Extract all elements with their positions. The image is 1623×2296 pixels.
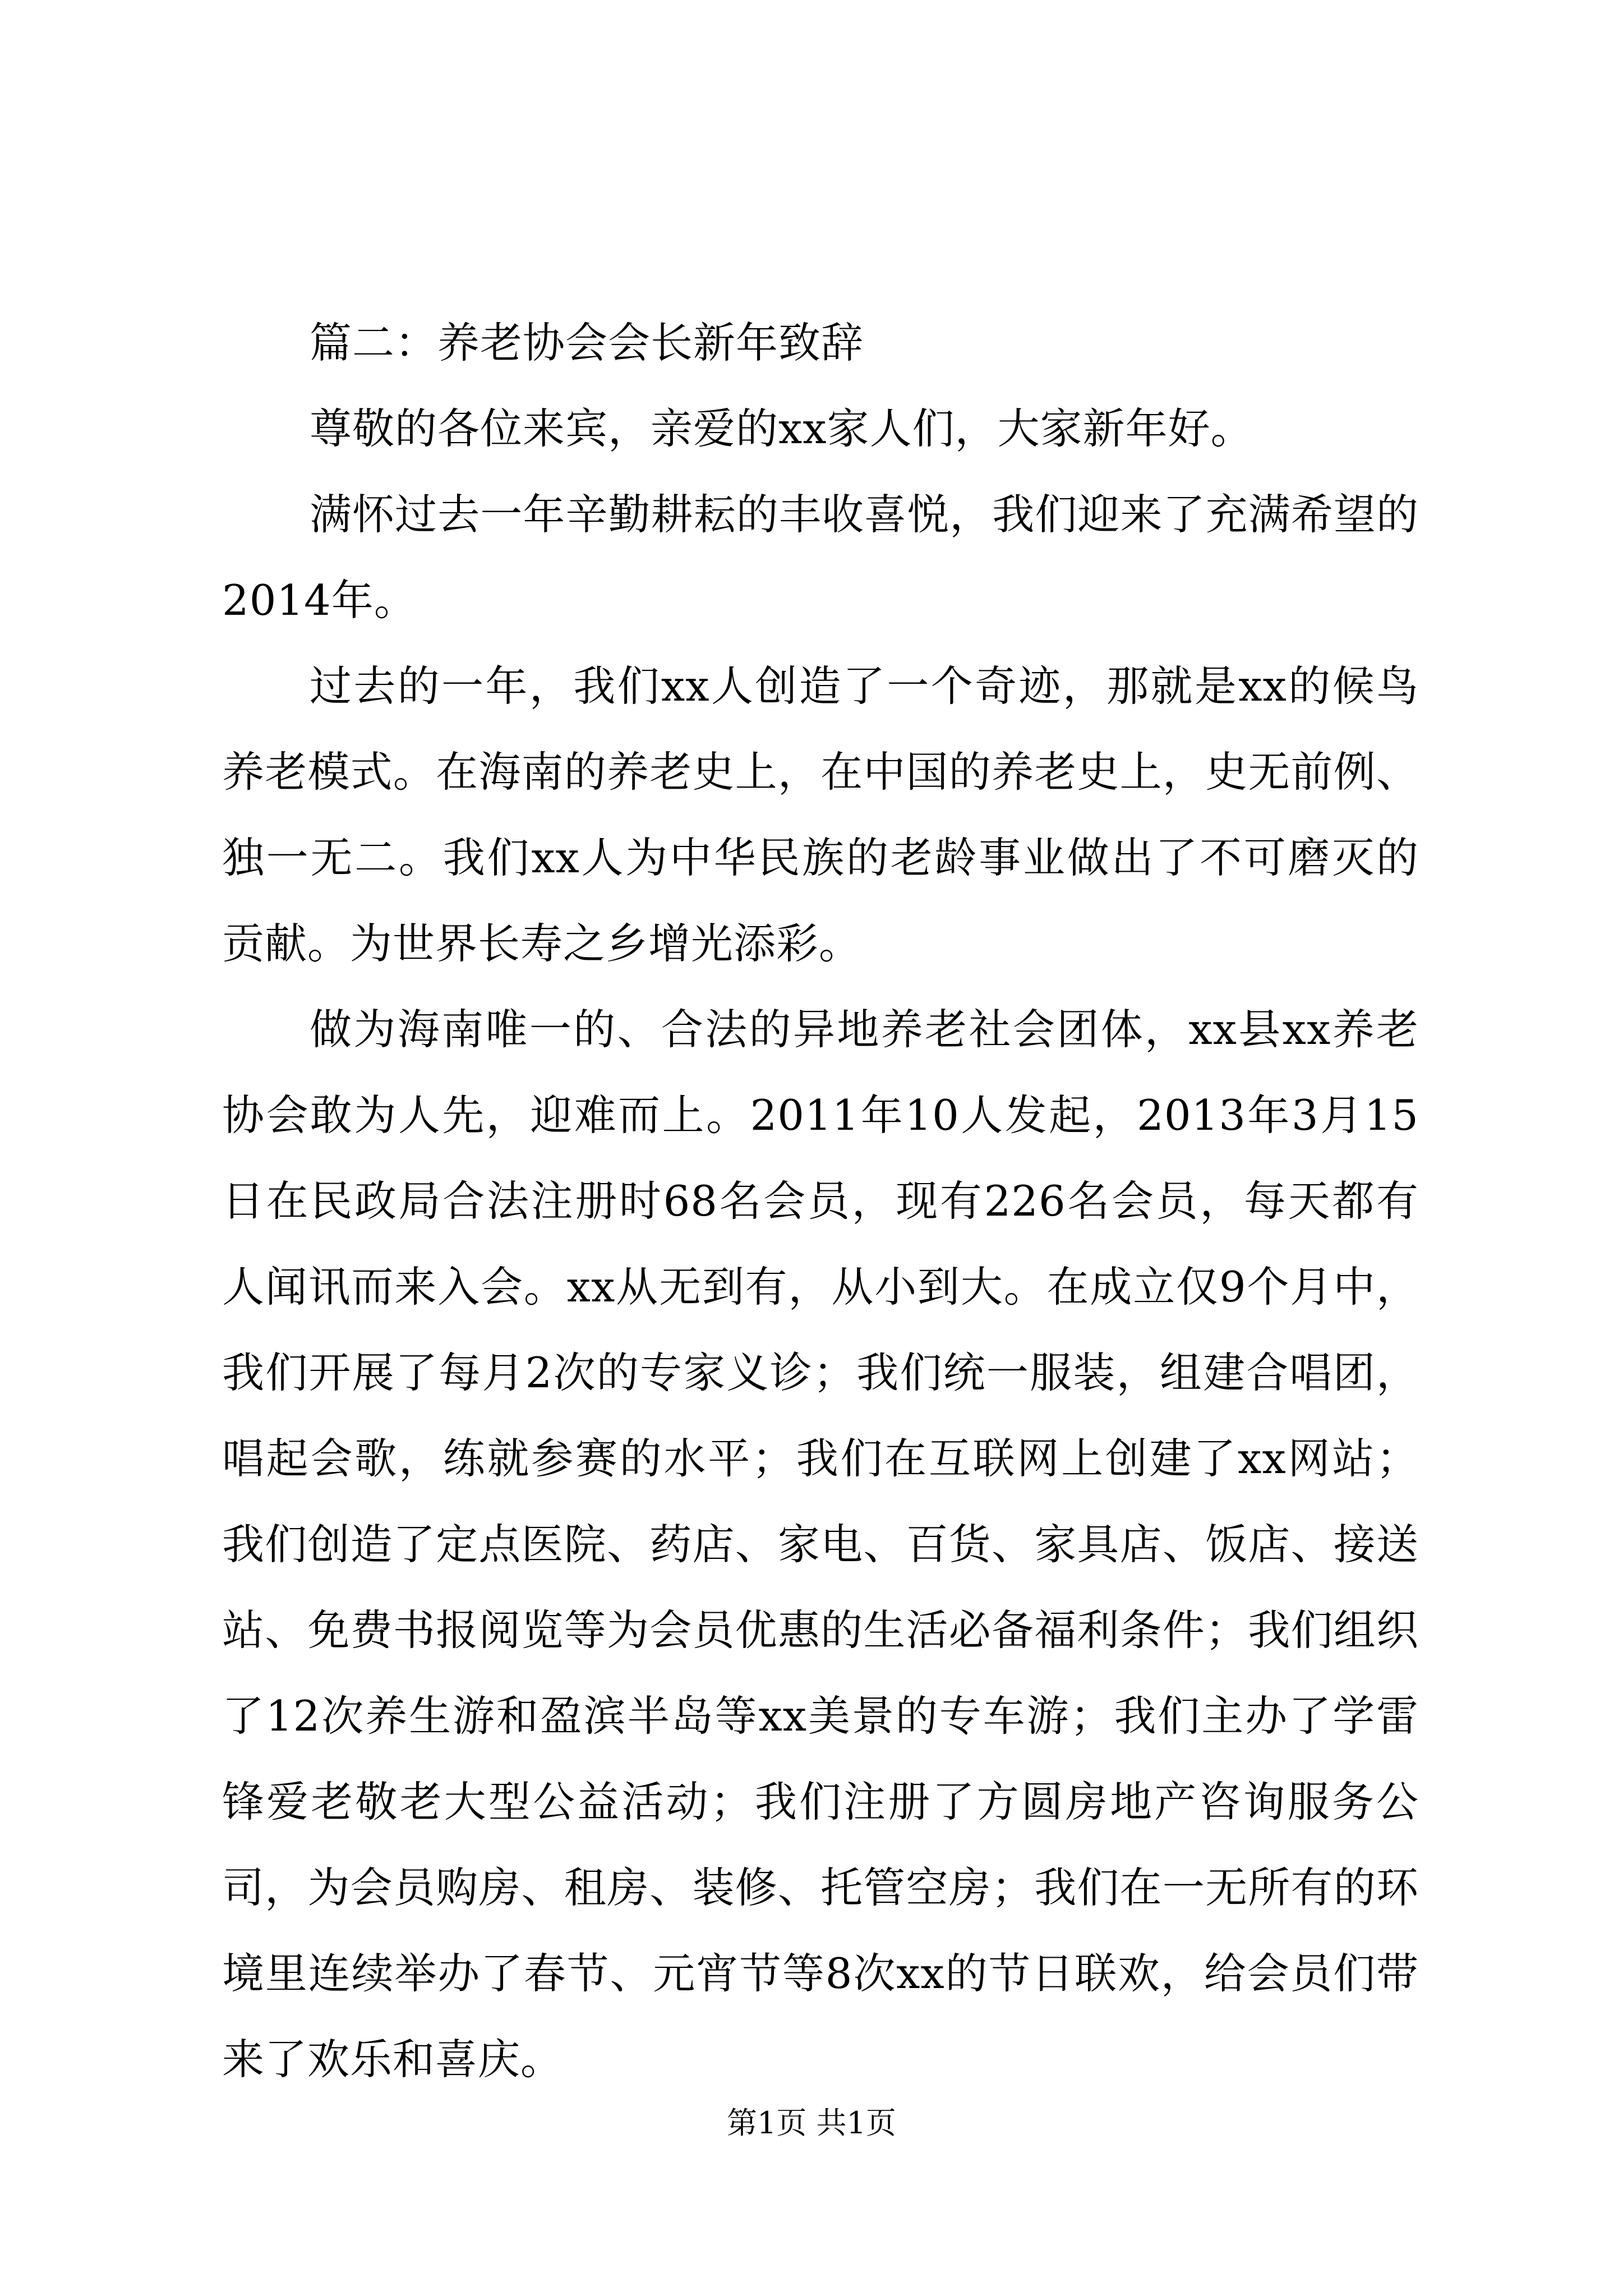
- paragraph-new-year: 满怀过去一年辛勤耕耘的丰收喜悦，我们迎来了充满希望的2014年。: [222, 490, 1419, 625]
- document-heading: 篇二：养老协会会长新年致辞: [310, 318, 864, 367]
- document-body: [222, 300, 1419, 2102]
- page-footer: 第1页 共1页: [727, 2105, 896, 2141]
- paragraph-greeting: 尊敬的各位来宾，亲爱的xx家人们，大家新年好。: [310, 404, 1253, 453]
- paragraph-achievements: 做为海南唯一的、合法的异地养老社会团体，xx县xx养老协会敢为人先，迎难而上。2011年10人发起，2013年3月15日在民政局合法注册时68名会员，现有226名会员，每天都有人闻讯而来入会。xx从无到有，从小到大。在成立仅9个月中，我们开展了每月2次的专家义诊；我们统一服装，组建合唱团，唱起会歌，练就参赛的水平；我们在互联网上创建了xx网站；我们创造了定点医院、药店、家电、百货、家具店、饭店、接送站、免费书报阅览等为会员优惠的生活必备福利条件；我们组织了12次养生游和盈滨半岛等xx美景的专车游；我们主办了学雷锋爱老敬老大型公益活动；我们注册了方圆房地产咨询服务公司，为会员购房、租房、装修、托管空房；我们在一无所有的环境里连续举办了春节、元宵节等8次xx的节日联欢，给会员们带来了欢乐和喜庆。: [222, 1005, 1419, 2084]
- paragraph-past-year: 过去的一年，我们xx人创造了一个奇迹，那就是xx的候鸟养老模式。在海南的养老史上，在中国的养老史上，史无前例、独一无二。我们xx人为中华民族的老龄事业做出了不可磨灭的贡献。为世界长寿之乡增光添彩。: [222, 661, 1419, 968]
